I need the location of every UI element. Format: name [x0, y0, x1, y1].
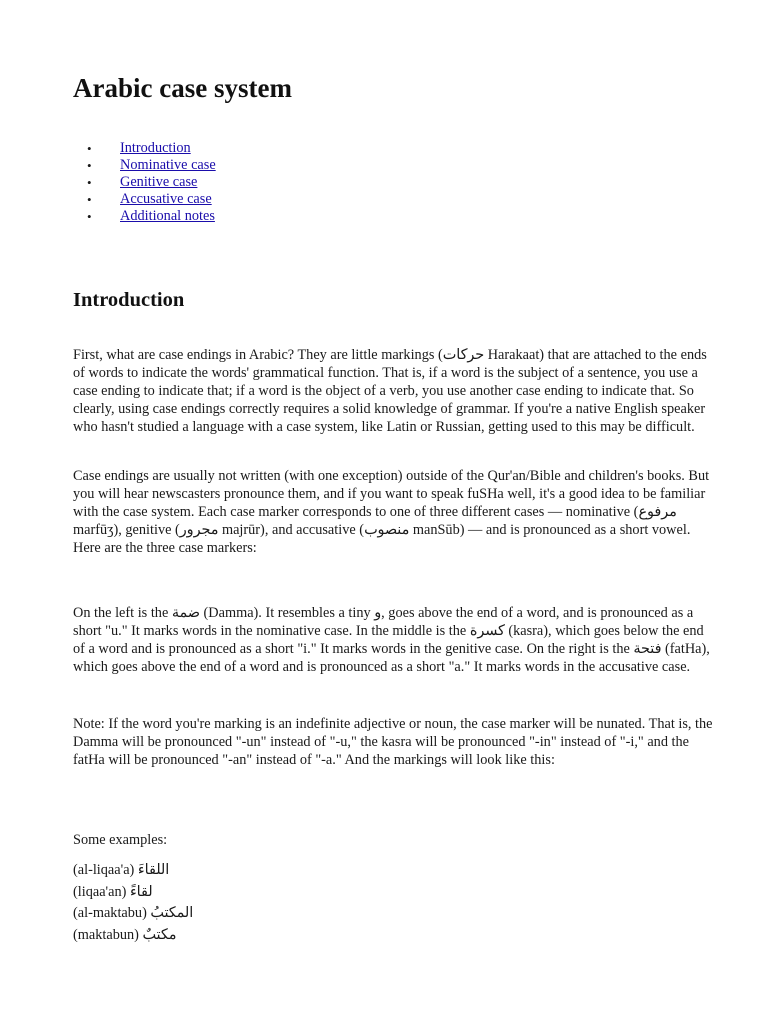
- toc-item: [73, 157, 216, 174]
- toc-link-introduction[interactable]: Introduction: [120, 140, 191, 156]
- toc-link-additional-notes[interactable]: Additional notes: [120, 208, 215, 224]
- bullet-icon: •: [87, 209, 92, 224]
- toc-item: [73, 208, 216, 225]
- toc-item: [73, 191, 216, 208]
- case-markers-paragraph: On the left is the ضمة (Damma). It resembles a tiny و, goes above the end of a word, and is pronounced as a short "u." It marks words in the nominative case. In the middle is the كسرة (kasra), which goes below the end of a word and is pronounced as a short "i." It marks words in the genitive case. On the right is the فتحة (fatHa), which goes above the end of a word and is pronounced as a short "a." It marks words in the accusative case.: [73, 605, 710, 675]
- bullet-icon: •: [87, 141, 92, 156]
- bullet-icon: •: [87, 158, 92, 173]
- toc-link-accusative-case[interactable]: Accusative case: [120, 191, 212, 207]
- toc-link-nominative-case[interactable]: Nominative case: [120, 157, 216, 173]
- examples-heading: Some examples:: [73, 832, 168, 848]
- bullet-icon: •: [87, 175, 92, 190]
- example-line: (liqaa'an) لقاءً: [73, 884, 153, 900]
- section-heading-introduction: Introduction: [73, 289, 185, 311]
- nunation-note-paragraph: Note: If the word you're marking is an indefinite adjective or noun, the case marker will be nunated. That is, the Damma will be pronounced "-un" instead of "-u," the kasra will be pronounced "-in" instead of "-i," and the fatHa will be pronounced "-an" instead of "-a." And the markings will look like this:: [73, 716, 713, 768]
- intro-paragraph: First, what are case endings in Arabic? They are little markings (حركات Harakaat) that are attached to the ends of words to indicate the words' grammatical function. That is, if a word is the subject of a sentence, you use a case ending to indicate that; if a word is the object of a verb, you use another case ending to indicate that. So clearly, using case endings correctly requires a solid knowledge of grammar. If you're a native English speaker who hasn't studied a language with a case system, like Latin or Russian, getting used to this may be difficult.: [73, 347, 707, 435]
- table-of-contents: [73, 140, 216, 225]
- toc-item: [73, 174, 216, 191]
- example-line: (maktabun) مكتبٌ: [73, 927, 177, 943]
- example-line: (al-maktabu) المكتبُ: [73, 905, 194, 921]
- bullet-icon: •: [87, 192, 92, 207]
- case-endings-paragraph: Case endings are usually not written (with one exception) outside of the Qur'an/Bible and children's books. But you will hear newscasters pronounce them, and if you want to speak fuSHa well, it's a good idea to be familiar with the case system. Each case marker corresponds to one of three different cases — nominative (مرفوع marfūʒ), genitive (مجرور majrūr), and accusative (منصوب manSūb) — and is pronounced as a short vowel. Here are the three case markers:: [73, 468, 710, 556]
- page-title: Arabic case system: [73, 73, 292, 103]
- toc-link-genitive-case[interactable]: Genitive case: [120, 174, 198, 190]
- example-line: (al-liqaa'a) اللقاءَ: [73, 862, 170, 878]
- toc-item: [73, 140, 216, 157]
